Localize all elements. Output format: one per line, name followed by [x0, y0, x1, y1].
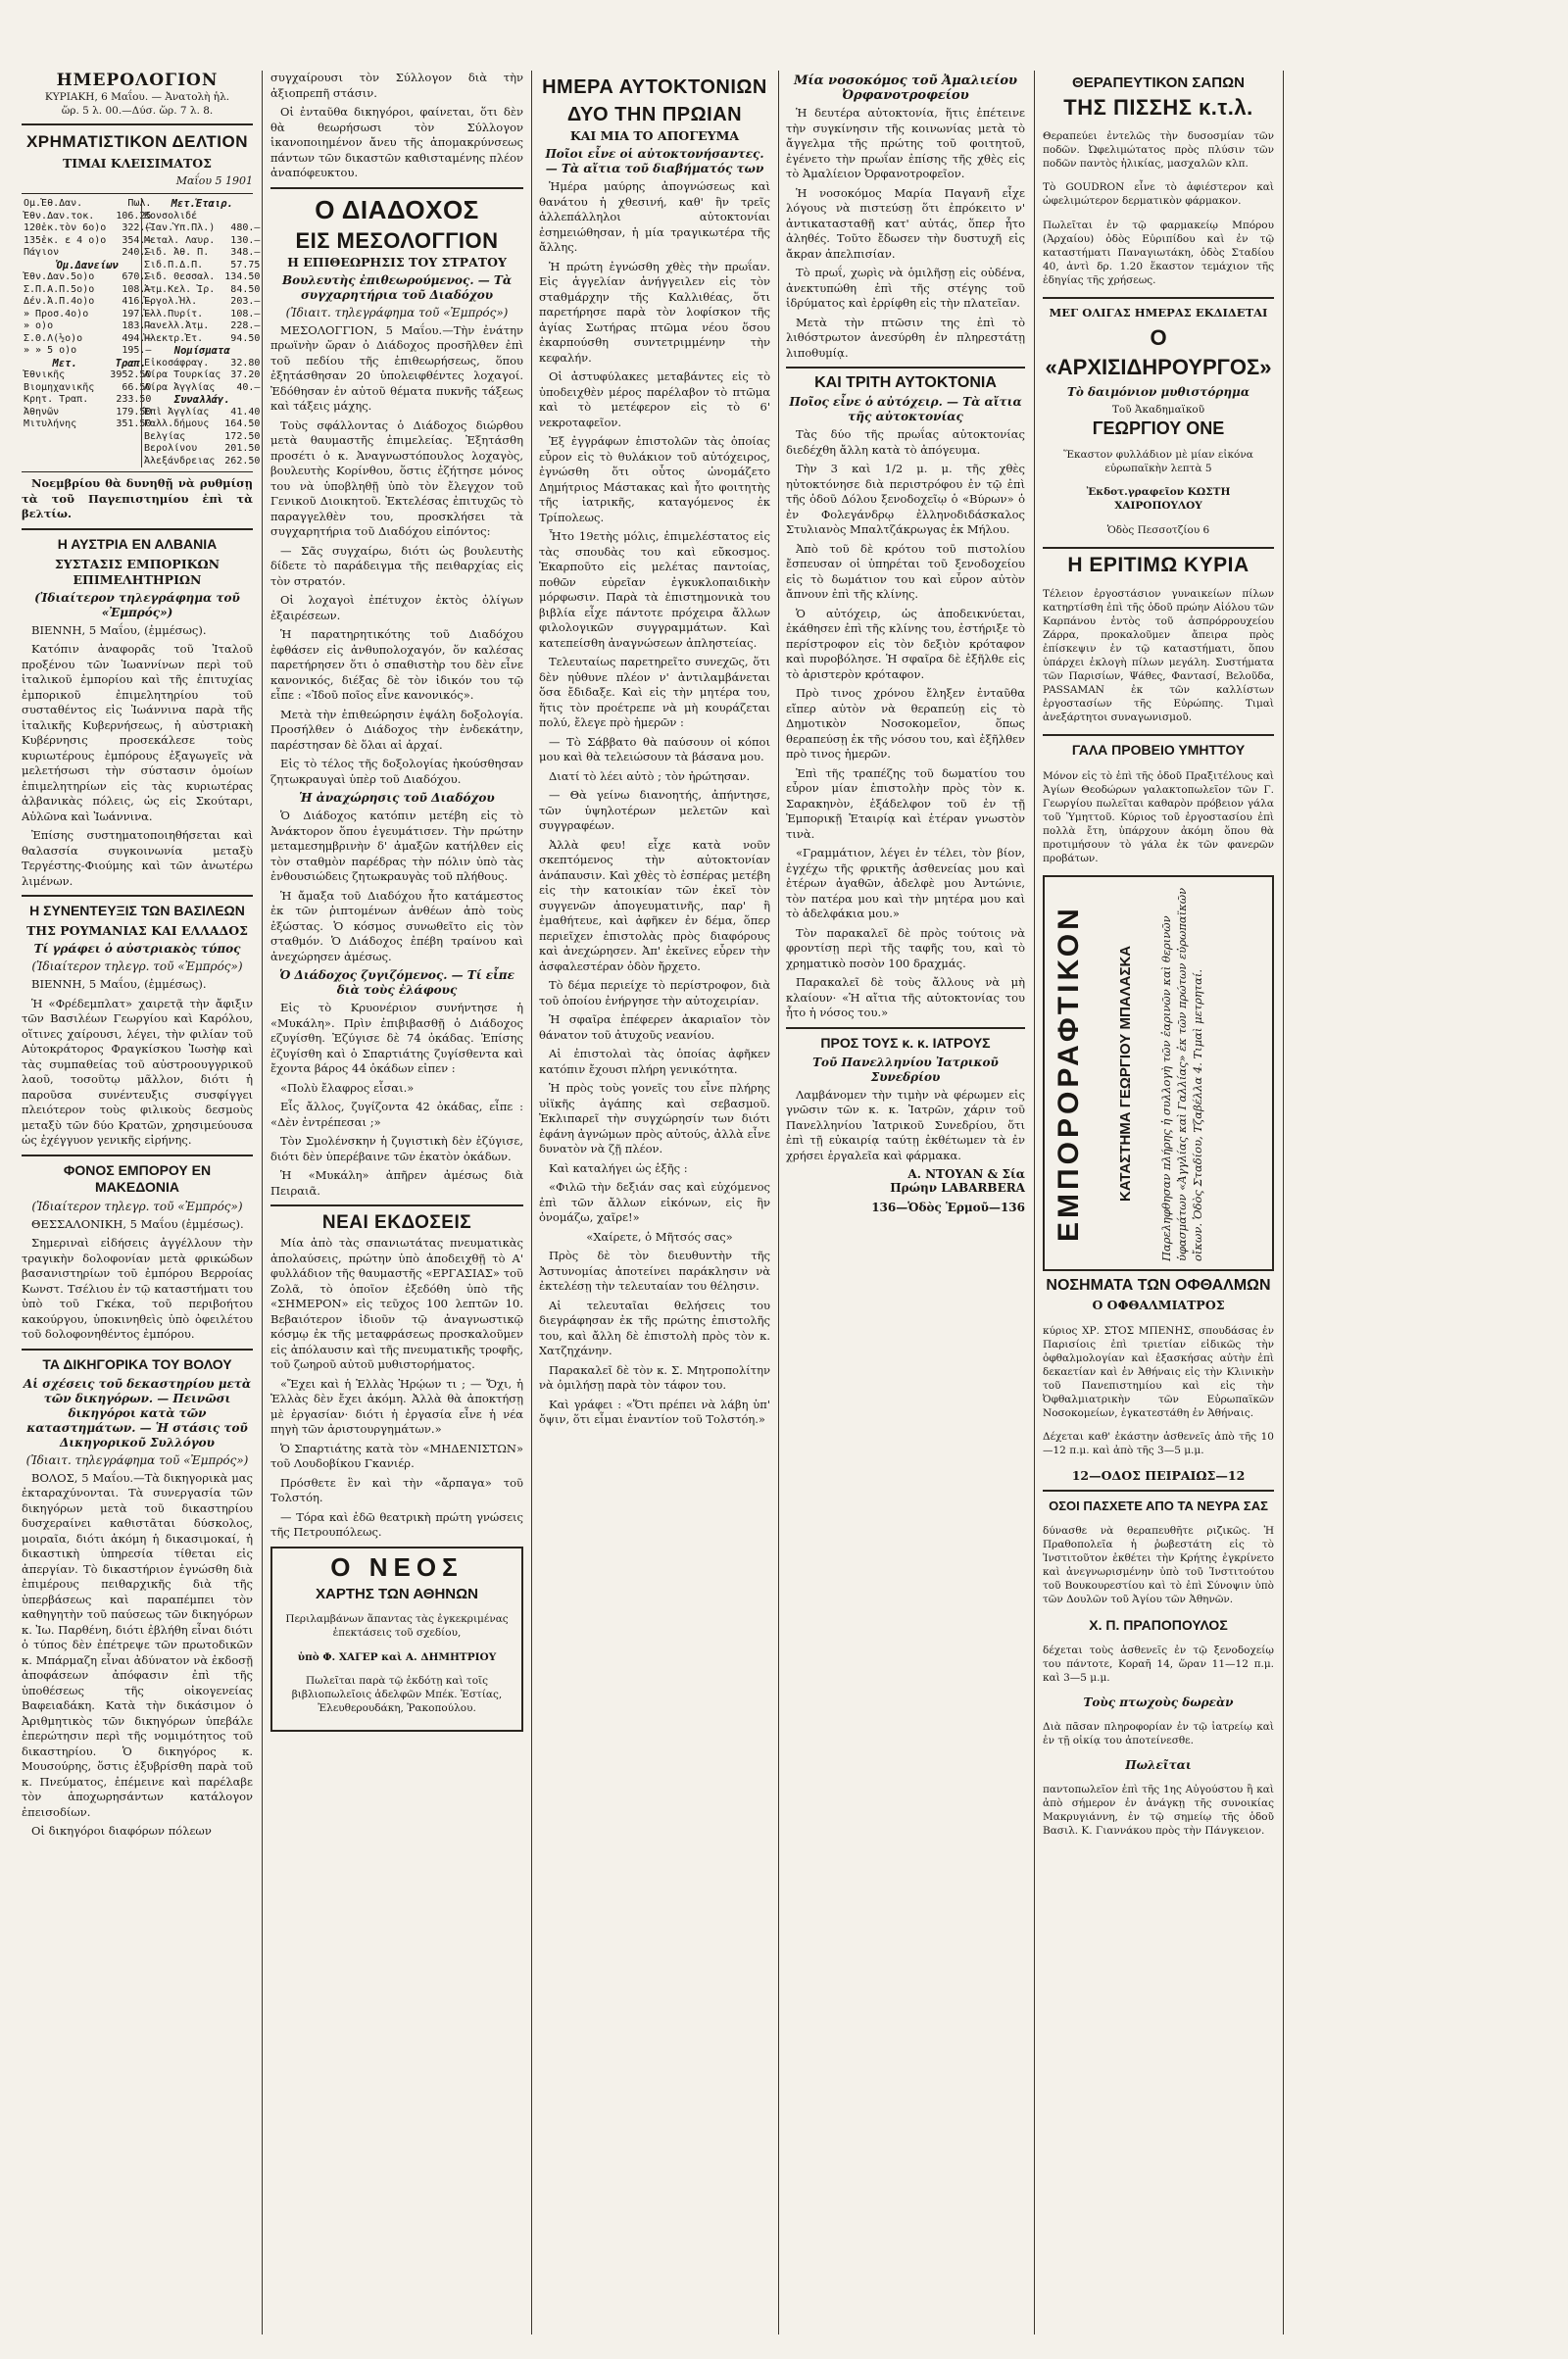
ad-text: Μόνον εἰς τὸ ἐπὶ τῆς ὁδοῦ Πραξιτέλους καὶ Ἀγίων Θεοδώρων γαλακτοπωλεῖον τῶν Γ. Γεωργίου πωλεῖται καθαρὸν πρόβειον γάλα τοῦ Ὑμηττοῦ. Κύριος τοῦ ἐργοστασίου ἐπὶ πολλὰ ἔτη, ὑπάρχουν ἀκόμη ὅπου θὰ προτιμήσουν τὸ γάλα ἐκ τῶν φανερῶν προβάτων. [1043, 769, 1274, 864]
cell: Κρητ. Τραπ. [24, 394, 89, 405]
ad-title: ΝΟΣΗΜΑΤΑ ΤΩΝ ΟΦΘΑΛΜΩΝ [1046, 1277, 1271, 1294]
cell: Μεταλ. Λαυρ. [144, 234, 216, 246]
cell: Βιομηχανικῆς [24, 381, 95, 393]
article-paragraph: Ἡ νοσοκόμος Μαρία Παγανῆ εἶχε λόγους νὰ πιστεύσῃ ὅτι ἐπρόκειτο ν' ἀντικατασταθῇ κατ' αὐτάς, ὅπερ ἦτο ἀληθές. Τοῦτο ἔδωσεν τὴν δυστυχῆ εἰς ἄκραν ἀπελπισίαν. [786, 185, 1025, 261]
article-paragraph: Ἀπὸ τοῦ δὲ κρότου τοῦ πιστολίου ἔσπευσαν οἱ ὑπηρέται τοῦ ξενοδοχείου εἰς τὸ δωμάτιον του καὶ εὗρον αὐτὸν ἄπνουν ἐπὶ τῆς κλίνης. [786, 541, 1025, 601]
article-paragraph: ΒΟΛΟΣ, 5 Μαΐου.—Τὰ δικηγορικὰ μας ἐκταραχύνονται. Τὰ συνεργασία τῶν δικηγόρων μετὰ τοῦ δικαστηρίου δυσχεραίνει καθιστᾶται δύσκολος, μοιραῖα, διότι ἀκόμη ἡ δικασιμοκαί, ἡ δικαστικὴ ὑπηρεσία τίθεται εἰς ἀπεργίαν. Τὸ δικαστήριον ἐγνώσθη διὰ ἐπιμέρους πειθαρχικῆς διὰ τῆς ὑπερβάσεως καὶ παραπέμπει τὸν καθηγητὴν τοῦ παύσεως τῶν δικηγόρων κ. Ἰω. Παρθένη, διότι ἐβλήθη εἶναι διότι ὁ τύπος δὲν ἐπέτρεψε τῶν πρωτοδικῶν κ. Μπάρμαζη εἶναι ἀδύνατον νὰ ἐκδοσῇ ἀποφάσεων ἀπόφασιν ἐπὶ τῆς ὑποθέσεως τῆς οἰκογενείας Βαφειαδάκη. Κατὰ τὴν δικάσιμον ὁ Ἀριθμητικὸς τῶν δικηγόρων ὑπεβάλε ἐπερώτησιν περὶ τῆς νομιμότητος τοῦ δικαστηρίου. Ὁ δικηγόρος κ. Μουσούρης, ὅστις ἐξυβρίσθη παρὰ τοῦ κ. Πνεύματος, ἐπέμεινε καὶ παρέλαβε τὸν ἀποχωρησάντων κατάλογον ἐπεισοδίων. [22, 1470, 253, 1819]
article-paragraph: «Γραμμάτιον, λέγει ἐν τέλει, τὸν βίον, ἐγχέχω τῆς φρικτῆς ἀσθενείας μου καὶ ἐτέρων ἀγαθῶν, ἀδελφὲ μου Ἀντώνιε, τὸν πατέρα μου καὶ τὴν μητέρα μου καὶ τὸ ἀδελφάκια μου.» [786, 846, 1025, 920]
market-left [22, 198, 152, 467]
article-paragraph: — Τὸ Σάββατο θὰ παύσουν οἱ κόποι μου καὶ θὰ τελειώσουν τὰ βάσανα μου. [539, 734, 770, 763]
cell: 262.50 [224, 455, 261, 467]
source-line: (Ἰδιαίτερον τηλεγρ. τοῦ «Ἐμπρός») [31, 959, 243, 973]
almanac-line: ΚΥΡΙΑΚΗ, 6 Μαΐου. — Ἀνατολὴ ἡλ. [44, 91, 230, 103]
article-paragraph: Αἱ ἐπιστολαὶ τὰς ὁποίας ἀφῆκεν κατόπιν ἔχουσι πλήρη γενικότητα. [539, 1047, 770, 1076]
article-paragraph: Τελευταίως παρετηρεῖτο συνεχῶς, ὅτι δὲν ηὐθυνε πλέον ν' ἀντιλαμβάνεται ὅσα ἔδιδαξε. Καὶ εἰς τὴν μητέρα του, ἥτις τὸν προέτρεπε νὰ μὴ κουράζεται πολύ, ἔλεγε πρὸ ἡμερῶν : [539, 655, 770, 729]
article-paragraph: «Πολὺ ἔλαφρος εἶσαι.» [280, 1080, 415, 1095]
cell: 172.50 [224, 430, 261, 442]
cell: Ἐθνικῆς [24, 369, 66, 380]
article-paragraph: Ἐπὶ τῆς τραπέζης τοῦ δωματίου του εὗρον μίαν ἐπιστολὴν πρὸς τὸν κ. Σαρακηνὸν, ἐξάδελφον τοῦ ἐν τῇ Ἐμπορικῇ Ἑταιρίᾳ καὶ ἑτέραν γνωστὸν τινὰ. [786, 765, 1025, 841]
ad-title: Χ. Π. ΠΡΑΠΟΠΟΥΛΟΣ [1089, 1616, 1228, 1633]
column-4 [786, 71, 1025, 2334]
ad-title: ΓΕΩΡΓΙΟΥ ΟΝΕ [1092, 418, 1225, 438]
vertical-advertisement [1043, 875, 1274, 1271]
article-paragraph: Ἡ παρατηρητικότης τοῦ Διαδόχου ἐφθάσεν εἰς ἀνθυπολοχαγόν, ὅν καλέσας παρετήρησεν ὅτι ὁ σπαθιστὴρ του δὲν εἶνε κανονικός, διέξας δὲ τὸν ἰδικόν του τῷ εἶπε : «Ἰδοῦ ποῖος εἶνε κανονικός». [270, 627, 523, 702]
cell: 94.50 [230, 332, 261, 344]
market-title: ΧΡΗΜΑΤΙΣΤΙΚΟΝ ΔΕΛΤΙΟΝ [25, 132, 249, 151]
column-2 [270, 71, 523, 2334]
ad-text: κύριος ΧΡ. ΣΤΟΣ ΜΠΕΝΗΣ, σπουδάσας ἐν Παρισίοις ἐπὶ τριετίαν εἰδικῶς τὴν ὀφθαλμολογίαν καὶ ἐξασκήσας αὐτὴν ἐπὶ δεκαετίαν καὶ ἐν Ἀθήναις εἰς τὴν Κλινικὴν τοῦ Πανεπιστημίου καὶ εἰς τὴν Ὀφθαλμιατρικὴν τῶν Εὐρωπαϊκῶν Νοσοκομείων, ἐγκατεστάθη ἐν Ἀθήναις. [1043, 1324, 1274, 1419]
cell: 183.— [122, 320, 152, 331]
cell: 670.— [122, 271, 152, 282]
article-paragraph: Εἷς ἄλλος, ζυγίζοντα 42 ὀκάδας, εἶπε : «Δὲν ἐντρέπεσαι ;» [270, 1100, 523, 1129]
ad-title: ΕΜΠΟΡΟΡΑΦΤΙΚΟΝ [1053, 905, 1085, 1242]
ad-subtitle [1117, 885, 1152, 1261]
article-paragraph: Εἰς τὸ τέλος τῆς δοξολογίας ἠκούσθησαν ζητωκραυγαὶ ὑπὲρ τοῦ Διαδόχου. [270, 757, 523, 786]
column-rule [778, 71, 779, 2334]
kicker: Ποῖοι εἶνε οἱ αὐτοκτονήσαντες. — Τὰ αἴτια τοῦ διαβήματός των [545, 147, 764, 175]
cell: Γαλλ.δήμους [144, 418, 210, 429]
ad-title: ΓΑΛΑ ΠΡΟΒΕΙΟ ΥΜΗΤΤΟΥ [1071, 742, 1246, 758]
article-paragraph: Πρὸς δὲ τὸν διευθυντὴν τῆς Ἀστυνομίας ἀποτείνει παράκλησιν νὰ ἐκτελέσῃ τὴν τελευταίαν του θέλησιν. [539, 1249, 770, 1293]
table-header: Ὁμ.Δανείων [56, 259, 119, 271]
ad-text: Ἐκδοτ.γραφεῖον ΚΩΣΤΗ ΧΑΙΡΟΠΟΥΛΟΥ [1086, 486, 1231, 512]
table-header: Πωλ. [127, 198, 152, 209]
headline: ΠΡΟΣ ΤΟΥΣ κ. κ. ΙΑΤΡΟΥΣ [820, 1034, 991, 1051]
subheadline: ΤΗΣ ΡΟΥΜΑΝΙΑΣ ΚΑΙ ΕΛΛΑΔΟΣ [25, 923, 249, 938]
subheadline: Η ΕΠΙΘΕΩΡΗΣΙΣ ΤΟΥ ΣΤΡΑΤΟΥ [287, 254, 507, 270]
article-paragraph: Ἐπίσης συστηματοποιηθήσεται καὶ θαλασσία συγκοινωνία μεταξὺ Τεργέστης-Φιούμης καὶ τῶν ἀνωτέρω λιμένων. [22, 828, 253, 888]
market-note: Νοεμβρίου θὰ δυνηθῇ νὰ ρυθμίσῃ τὰ τοῦ Παγεπιστημίου ἐπὶ τὰ βελτίω. [22, 476, 253, 520]
article-paragraph: «Ἔχει καὶ ἡ Ἑλλὰς Ἡρῴων τι ; — Ὄχι, ἡ Ἑλλὰς δὲν ἔχει ἀκόμη. Ἀλλὰ θὰ ἀποκτήσῃ μὲ ἐργασίαν· διότι ἡ ἐργασία εἶνε ἡ νέα πηγὴ τῶν ἀριστουργημάτων.» [270, 1376, 523, 1436]
cell: 322.— [122, 222, 152, 233]
article-paragraph: Ἐξ ἐγγράφων ἐπιστολῶν τὰς ὁποίας εὗρον εἰς τὸ θυλάκιον τοῦ αὐτόχειρος, ἐγνώσθη ὅτι οὗτος ὠνομάζετο Δημήτριος Μάστακας καὶ ἦτο φοιτητὴς τῆς ἰατρικῆς, καταγόμενος ἐκ Τρίπολεως. [539, 434, 770, 524]
subheadline: ΣΥΣΤΑΣΙΣ ΕΜΠΟΡΙΚΩΝ ΕΠΙΜΕΛΗΤΗΡΙΩΝ [54, 556, 220, 587]
cell: Πανελλ.Ἀτμ. [144, 320, 210, 331]
article-paragraph: Ἡ δευτέρα αὐτοκτονία, ἥτις ἐπέτεινε τὴν συγκίνησιν τῆς κοινωνίας μετὰ τὸ ἄγγελμα τῆς πρώτης τοῦ φοιτητοῦ, ἐγένετο τὴν πρωΐαν ἐπίσης τῆς χθὲς εἰς τὸ Ἀμαλίειον Ὀρφανοτροφεῖον. [786, 106, 1025, 180]
kicker: Αἱ σχέσεις τοῦ δεκαστηρίου μετὰ τῶν δικηγόρων. — Πεινῶσι δικηγόροι κατὰ τῶν καταστημάτων. — Ἡ στάσις τοῦ Δικηγορικοῦ Συλλόγου [23, 1376, 252, 1450]
cell: 348.— [230, 247, 261, 258]
ad-text: ὑπὸ Φ. ΧΑΓΕΡ καὶ Α. ΔΗΜΗΤΡΙΟΥ [297, 1650, 497, 1663]
market-subtitle: ΤΙΜΑΙ ΚΛΕΙΣΙΜΑΤΟΣ [62, 156, 213, 171]
cell: 203.— [230, 296, 261, 307]
article-paragraph: Ὁ Διάδοχος κατόπιν μετέβη εἰς τὸ Ἀνάκτορον ὅπου ἐγευμάτισεν. Τὴν πρώτην μεταμεσημβρινὴν δ' ἀμαξῶν κατήλθεν εἰς τὸν σταθμὸν παρέδρας τὴν πόλιν ὑπὸ τὰς ἐνθουσιώδεις ζητωκραυγὰς τοῦ πλήθους. [270, 809, 523, 883]
cell: Λίρα Τουρκίας [144, 369, 221, 380]
headline: ΔΥΟ ΤΗΝ ΠΡΩΙΑΝ [566, 104, 743, 125]
cell: 179.50 [116, 406, 152, 418]
cell: 201.50 [224, 443, 261, 454]
section-heading: Ὁ Διάδοχος ζυγιζόμενος. — Τί εἶπε διὰ τοὺς ἐλάφους [279, 968, 514, 997]
article-paragraph: ΜΕΣΟΛΟΓΓΙΟΝ, 5 Μαΐου.—Τὴν ἐνάτην πρωϊνὴν ὥραν ὁ Διάδοχος προσῆλθεν ἐπὶ τοῦ πεδίου τῆς ἐπιθεωρήσεως, ὅπου ἐξητάσθησαν 20 ὑπολειφθέντες λοχαγοί. Ἐδόθησαν ἐν αὐτοῦ θέματα πυκνῆς τάξεως καὶ τάξεις μάχης. [270, 322, 523, 413]
ad-text: Ὁδὸς Πεσσοτζίου 6 [1106, 523, 1210, 536]
cell: 120ἑκ.τὸν 6ο)ο [24, 222, 107, 233]
cell: (Ἰαν.Ὑπ.Πλ.) [144, 222, 216, 233]
cell: Σιδ. Ἀθ. Π. [144, 247, 210, 258]
article-paragraph: Εἰς τὸ Κρυονέριον συνήντησε ἡ «Μυκάλη». Πρὶν ἐπιβιβασθῇ ὁ Διάδοχος εζυγίσθη. Ἐζύγισε δὲ 74 ὀκάδας. Ἐπίσης ἐζυγίσθη καὶ ὁ Σπαρτιάτης ζυγίσθεντα καὶ ἔχοντα βάρος 44 ὀκάδων εἰπεν : [270, 1001, 523, 1075]
ad-subtitle: ΚΑΤΑΣΤΗΜΑ [1117, 1110, 1134, 1202]
market-right [141, 198, 261, 467]
headline: ΗΜΕΡΑ ΑΥΤΟΚΤΟΝΙΩΝ [542, 76, 767, 98]
ad-text: δύνασθε νὰ θεραπευθῆτε ριζικῶς. Ἡ Πραθοπολεῖα ἡ ῥωβεστάτη εἰς τὸ Ἰνστιτοῦτον ἐκθέτει τὴν Κρήτης ἐγκρίνετο καὶ ἀνεγνωρισμένην ὑπὸ τοῦ Ἰνστιτούτου τοῦ Βουκουρεστίου καὶ τὸ ἐπὶ Σύνοψιν ὑπὸ τῶν Δουλῶν τοῦ Ἀγίου τῶν Ἀθηνῶν. [1043, 1525, 1274, 1605]
table-header: Ομ.Ἐθ.Δαν. [24, 198, 83, 209]
article-paragraph: Μετὰ τὴν πτῶσιν της ἐπὶ τὸ λιθόστρωτον ἀνεσύρθη ἐν πληρεστάτῃ λιποθυμίᾳ. [786, 315, 1025, 360]
ad-address: 12—ΟΔΟΣ ΠΕΙΡΑΙΩΣ—12 [1071, 1467, 1246, 1483]
ad-title: Η ΕΡΙΤΙΜΩ ΚΥΡΙΑ [1067, 554, 1250, 576]
headline: ΝΕΑΙ ΕΚΔΟΣΕΙΣ [321, 1212, 472, 1233]
cell: 57.75 [230, 259, 261, 270]
dateline: ΒΙΕΝΝΗ, 5 Μαΐου, (ἐμμέσως). [31, 977, 207, 991]
headline: Ο ΔΙΑΔΟΧΟΣ [315, 194, 479, 224]
article-paragraph: Παρακαλεῖ δὲ τοὺς ἄλλους νὰ μὴ κλαίουν· «Ἡ αἴτια τῆς αὐτοκτονίας του ἦτο ἡ νόσος του.» [786, 975, 1025, 1019]
signature: Α. ΝΤΟΥΑΝ & Σία [907, 1167, 1025, 1181]
ad-title: Ο ΝΕΟΣ [330, 1551, 464, 1582]
cell: 66.50 [122, 381, 152, 393]
source-line: (Ἰδιαιτ. τηλεγράφημα τοῦ «Ἐμπρός») [285, 305, 509, 319]
ad-title: Τοὺς πτωχοὺς δωρεὰν [1083, 1695, 1234, 1709]
article-paragraph: — Σᾶς συγχαίρω, διότι ὡς βουλευτὴς δίδετε τὸ παράδειγμα τῆς πειθαρχίας εἰς τὸν στρατόν. [270, 543, 523, 588]
column-1 [22, 71, 261, 2334]
cell: Δέν.Ἀ.Π.4ο)ο [24, 296, 95, 307]
headline: ΤΑ ΔΙΚΗΓΟΡΙΚΑ ΤΟΥ ΒΟΛΟΥ [42, 1355, 232, 1372]
advertisement [270, 1547, 523, 1732]
article-paragraph: Ἡ πρὸς τοὺς γονεῖς του εἶνε πλήρης υἱϊκῆς ἀγάπης καὶ σεβασμοῦ. Ἐκλιπαρεῖ τὴν συγχώρησίν των διότι ἐφάνη ἀγνώμων πρὸς αὐτούς, ἀλλὰ εἶνε δυνατὸν νὰ ζῇ πλέον. [539, 1081, 770, 1155]
article-paragraph: «Χαίρετε, ὁ Μῆτσός σας» [586, 1229, 733, 1244]
ad-text: Παρεληφθησαν πλήρης ἡ συλλογὴ τῶν ἐαρινῶν καὶ θερινῶν ὑφασμάτων «Ἀγγλίας καὶ Γαλλίας» ἐκ τῶν πρώτων εὐρωπαϊκῶν οἴκων. Ὁδὸς Σταδίου, Τζαβέλλα 4. Τιμαὶ μετρηταί. [1159, 887, 1204, 1261]
article-paragraph: Πρὸ τινος χρόνου ἔληξεν ἐνταῦθα εἴπερ αὐτὸν νὰ θεραπεύῃ εἰς τὸ Δημοτικὸν Νοσοκομεῖον, ὅπως θεραπεύσῃ ἐκ τῆς νόσου του, καὶ ἐξῆλθεν πρὸ τινος ἡμερῶν. [786, 686, 1025, 761]
cell: 40.— [236, 381, 261, 393]
ad-subtitle: Ο ΟΦΘΑΛΜΙΑΤΡΟΣ [1092, 1298, 1225, 1312]
cell: Ἠλεκτρ.Ἐτ. [144, 332, 204, 344]
ad-subtitle: ΓΕΩΡΓΙΟΥ ΜΠΑΛΑΣΚΑ [1117, 945, 1134, 1107]
cell: 354.— [122, 234, 152, 246]
cell: » » 5 ο)ο [24, 345, 77, 356]
column-3 [539, 71, 770, 2334]
article-paragraph: Ἦτο 19ετὴς μόλις, ἐπιμελέστατος εἰς τὰς σπουδὰς του καὶ εὔκοσμος. Ἐκαρποῦτο εἰς μελέτας παντοίας, ποθῶν εὐρεῖαν ἐγκυκλοπαιδικὴν μόρφωσιν. Παρὰ τὰ ἐπιστημονικὰ του βιβλία εἶχε πάντοτε πρόχειρα ἄλλων φιλολογικῶν συγγραμμάτων. Καὶ κατεπείσθη ἀναγνώσεων ἀπληστείας. [539, 529, 770, 650]
ad-title: ΤΗΣ ΠΙΣΣΗΣ κ.τ.λ. [1063, 95, 1253, 120]
headline: ΚΑΙ ΤΡΙΤΗ ΑΥΤΟΚΤΟΝΙΑ [814, 374, 997, 391]
dateline: ΘΕΣΣΑΛΟΝΙΚΗ, 5 Μαΐου (ἐμμέσως). [31, 1216, 244, 1231]
ad-text: Τέλειον ἐργοστάσιον γυναικείων πίλων κατηρτίσθη ἐπὶ τῆς ὁδοῦ πρώην Αἰόλου τῶν Καρπάνου ἐντὸς τοῦ ἀσπρόρρουχείου Ζάρρα, προκαλοῦμεν ἄπειρα πρὸς ἐπίσκεψιν ἐν τῷ καταστήματι, ὅπου ὑπάρχει ἐκλογὴ πίλων μεγάλη. Συστήματα τῶν Παρισίων, Ψάθες, Φαντασί, Βελοῦδα, PASSAMAN ἐκ τῶν καλλίστων ἐργοστασίων τῆς Εὐρώπης. Τιμαὶ ἀνεξάρτητοι συναγωνισμοῦ. [1043, 587, 1274, 723]
subheadline: Τοῦ Πανελληνίου Ἰατρικοῦ Συνεδρίου [812, 1055, 999, 1084]
cell: Μιτυλήνης [24, 418, 77, 429]
cell: 195.— [122, 345, 152, 356]
article-paragraph: Ὁ Σπαρτιάτης κατὰ τὸν «ΜΗΔΕΝΙΣΤΩΝ» τοῦ Λουδοβίκου Γκανιέρ. [270, 1441, 523, 1470]
cell: » ο)ο [24, 320, 54, 331]
headline: Η ΑΥΣΤΡΙΑ ΕΝ ΑΛΒΑΝΙΑ [57, 535, 218, 552]
cell: » Προσ.4ο)ο [24, 308, 89, 319]
cell: 41.40 [230, 406, 261, 418]
article-paragraph: Καὶ γράφει : «Ὅτι πρέπει νὰ λάβη ὑπ' ὄψιν, ὅτι εἶμαι ἐναντίον τοῦ Τολστόη.» [539, 1397, 770, 1426]
article-paragraph: Τὸν Σμολένσκην ἡ ζυγιστικὴ δὲν ἐζύγισε, διότι δὲν ὑπερέβαινε τῶν ἑκατὸν ὀκάδων. [270, 1134, 523, 1163]
article-paragraph: Ἡ «Φρέδεμπλατ» χαιρετᾷ τὴν ἄφιξιν τῶν Βασιλέων Γεωργίου καὶ Καρόλου, οἵτινες χαίρουσι, λέγει, τὴν φιλίαν τοῦ Αὐτοκράτορος Φραγκίσκου Ἰωσὴφ καὶ τὰς συμπαθείας τοῦ αὐστροουγγρικοῦ λαοῦ, τοσοῦτῳ μᾶλλον, διότι ἡ παροῦσα συνέντευξις συσφίγγει πλειότερον τοὺς φιλικοὺς δεσμοὺς μεταξὺ τῶν δύο Κρατῶν, χρησιμεύουσα ὡς ἐχέγγυον γενικῆς εἰρήνης. [22, 996, 253, 1147]
cell: Ἐθν.Δαν.5ο)ο [24, 271, 95, 282]
ad-text: Περιλαμβάνων ἅπαντας τὰς ἐγκεκριμένας ἐπεκτάσεις τοῦ σχεδίου, [285, 1613, 509, 1639]
ad-text: δέχεται τοὺς ἀσθενεῖς ἐν τῷ ξενοδοχείῳ του πάντοτε, Κοραῆ 14, ὥραν 11—12 π.μ. καὶ 3—5 μ.μ. [1043, 1645, 1274, 1684]
article-paragraph: Ἡ ἄμαξα τοῦ Διαδόχου ἦτο κατάμεστος ἐκ τῶν ῥιπτομένων ἀνθέων ἀπὸ τοὺς ἐξώστας. Ὁ κόσμος συνωθεῖτο εἰς τὸν σταθμόν. Ὁ Διάδοχος ἐπέβη τραίνου καὶ ἀνεχώρησεν ἀμέσως. [270, 888, 523, 963]
ad-text: Δέχεται καθ' ἑκάστην ἀσθενεῖς ἀπὸ τῆς 10—12 π.μ. καὶ ἀπὸ τῆς 3—5 μ.μ. [1043, 1431, 1274, 1456]
cell: 108.— [230, 308, 261, 319]
ad-text: Τὸ δαιμόνιον μυθιστόρημα [1066, 385, 1250, 399]
headline: Η ΣΥΝΕΝΤΕΥΞΙΣ ΤΩΝ ΒΑΣΙΛΕΩΝ [29, 903, 245, 918]
cell: 228.— [230, 320, 261, 331]
article-paragraph: Οἱ ἐνταῦθα δικηγόροι, φαίνεται, ὅτι δὲν θὰ θεωρήσωσι τὸν Σύλλογον ἱκανοποιημένον ἄνευ τῆς ἀπομακρύνσεως πάντων τῶν δικαστῶν καθισταμένης πλέον ἀναπόφευκτου. [270, 105, 523, 179]
cell: 130.— [230, 234, 261, 246]
article-paragraph: Τὸ πρωΐ, χωρὶς νὰ ὁμιλῆσῃ εἰς οὐδένα, ἀνεκτυπώθη ἐπὶ τῆς στέγης τοῦ ἱδρύματος καὶ ἐρρίφθη εἰς τὴν πλατεῖαν. [786, 266, 1025, 310]
cell: Ἀλεξάνδρειας [144, 455, 216, 467]
section-heading: Μία νοσοκόμος τοῦ Ἀμαλιείου Ὀρφανοτροφείου [793, 74, 1018, 103]
ad-title: Ο «ΑΡΧΙΣΙΔΗΡΟΥΡΓΟΣ» [1045, 325, 1272, 379]
article-paragraph: Οἱ δικηγόροι διαφόρων πόλεων [31, 1824, 212, 1838]
article-paragraph: — Τόρα καὶ ἐδῶ θεατρικὴ πρώτη γνώσεις τῆς Πετρουπόλεως. [270, 1509, 523, 1539]
article-paragraph: Αἱ τελευταῖαι θελήσεις του διεγράφησαν ἐκ τῆς πρώτης ἐπιστολῆς του, καὶ ἄλλη δὲ ἐπιστολὴ πρὸς τὸν κ. Χατζηχάνην. [539, 1298, 770, 1357]
cell: 37.20 [230, 369, 261, 380]
ad-title: ΘΕΡΑΠΕΥΤΙΚΟΝ ΣΑΠΩΝ [1072, 74, 1245, 91]
cell: 84.50 [230, 283, 261, 295]
section-heading: Ἡ ἀναχώρησις τοῦ Διαδόχου [299, 791, 495, 805]
cell: Ἐργολ.Ἠλ. [144, 296, 198, 307]
cell: Κονσολιδέ [144, 210, 198, 221]
cell: Σ.Π.Α.Π.5ο)ο [24, 283, 95, 295]
column-6 [1292, 71, 1546, 2334]
article-paragraph: Ἡ «Μυκάλη» ἀπῆρεν ἀμέσως διὰ Πειραιᾶ. [270, 1168, 523, 1198]
ad-text: Πωλεῖται παρὰ τῷ ἐκδότῃ καὶ τοῖς βιβλιοπωλεῖοις ἀδελφῶν Μπέκ. Ἐστίας, Ἐλευθερουδάκη, Ῥακοπούλου. [291, 1675, 503, 1714]
cell: Σ.Θ.Λ(½ο)ο [24, 332, 83, 344]
article-paragraph: Σημεριναὶ εἰδήσεις ἀγγέλλουν τὴν τραγικὴν δολοφονίαν μετὰ φρικώδων βασανιστηρίων τοῦ ἐμπόρου Βερροίας Κωνστ. Τσέλιου ἐν τῷ καταστήματι του ὑπὸ τοῦ Γκέκα, τοῦ περιβοήτου κακούργου, ὑποκινηθεὶς ὑπὸ ὀφειλέτου τοῦ δολοφονηθέντος ἐμπόρου. [22, 1236, 253, 1341]
article-paragraph: Ἀλλὰ φευ! εἶχε κατὰ νοῦν σκεπτόμενος τὴν αὐτοκτονίαν ἀνάπαυσιν. Καὶ χθὲς τὸ ἑσπέρας μετέβη εἰς τὴν κατοικίαν τῶν ἐκεῖ τὸν συγγενῶν ἀπογευματινῆς, παρ' ἣ ἐμαθήτευε, καὶ ἀφῆκεν ἐν δέμα, ὅπερ περιεῖχεν ἐπιστολὰς πρὸς διαφόρους καὶ ἀνεχώρησεν. Ἀπ' ἐκεῖνες εὗρεν τὴν ἀσφαλεστέραν ὁδὸν ἤρχετο. [539, 837, 770, 973]
article-paragraph: Ἡμέρα μαύρης ἀπογνώσεως καὶ θανάτου ἡ χθεσινή, καθ' ἣν τρεῖς ἀλλεπάλληλοι αὐτοκτονίαι ἐσημειώθησαν, ἡ μία τραγικωτέρα τῆς ἄλλης. [539, 179, 770, 254]
ad-text: Τὸ GOUDRON εἶνε τὸ ἀφιέστερον καὶ ὠφελιμώτερον δερματικὸν φάρμακον. [1043, 181, 1274, 207]
cell [222, 211, 262, 223]
subheadline: ΚΑΙ ΜΙΑ ΤΟ ΑΠΟΓΕΥΜΑ [569, 128, 740, 143]
kicker: Τί γράφει ὁ αὐστριακὸς τύπος [33, 942, 241, 956]
source-line: (Ἰδιαίτερον τηλεγράφημα τοῦ «Ἐμπρός») [34, 590, 240, 619]
article-paragraph: Λαμβάνομεν τὴν τιμὴν νὰ φέρωμεν εἰς γνῶσιν τῶν κ. κ. Ἰατρῶν, χάριν τοῦ Πανελληνίου Ἰατρικοῦ Συνεδρίου, ὅτι ἐπὶ τῇ εὐκαιρίᾳ ταύτῃ ἐκθέτωμεν τὰ ἐν χρήσει ἐργαλεῖα καὶ φάρμακα. [786, 1087, 1025, 1162]
article-paragraph: Ἡ πρώτη ἐγνώσθη χθὲς τὴν πρωΐαν. Εἰς ἀγγελίαν ἀνήγγειλεν εἰς τὸν σταθμάρχην τῆς Καλλιθέας, ὅτι παρετήρησε παρὰ τὸν λοφίσκον τῆς ἀγίας Σωτήρας πτῶμα νέου ὅσου ἐκαρπούσθη συντετριμμένην τὴν κεφαλήν. [539, 259, 770, 365]
cell: 135ἑκ. ε 4 ο)ο [24, 234, 107, 246]
article-paragraph: Παρακαλεῖ δὲ τὸν κ. Σ. Μητροπολίτην νὰ ὁμιλήσῃ παρὰ τὸν τάφον του. [539, 1362, 770, 1392]
signature: Πρώην LABARBERA [890, 1181, 1025, 1195]
cell: 480.— [230, 222, 261, 233]
article-paragraph: «Φιλῶ τὴν δεξιάν σας καὶ εὐχόμενος ἐπὶ τῶν ἄλλων εἰκόνων, εἰς ἣν ὀνομάζω, χαῖρε!» [539, 1180, 770, 1224]
article-paragraph: Τὴν 3 καὶ 1/2 μ. μ. τῆς χθὲς ηὐτοκτόνησε διὰ περιστρόφου ἐν τῷ ἐπὶ τῆς ὁδοῦ Δόλου ξενοδοχεῖῳ ὁ «Βύρων» ὁ ἐν Φολεγάνδρῳ ἐλληνοδιδάσκαλος Στυλιανὸς Μπαλτζάκρωγας ἐκ Μήλου. [786, 462, 1025, 536]
table-header: Τραπ. [115, 357, 147, 369]
cell: 240.— [122, 247, 152, 258]
market-date: Μαΐου 5 1901 [175, 174, 253, 187]
almanac-line: ὥρ. 5 λ. 00.—Δύσ. ὥρ. 7 λ. 8. [61, 105, 214, 117]
table-header: Συναλλάγ. [173, 394, 230, 406]
cell: 3952.50 [110, 369, 152, 380]
cell: 164.50 [224, 418, 261, 429]
article-paragraph: Ὁ αὐτόχειρ, ὡς ἀποδεικνύεται, ἐκάθησεν ἐπὶ τῆς κλίνης του, ἐστήριξε τὸ περίστροφον εἰς τὸν δεξιὸν κρόταφον καὶ πυροβόλησε. Ἡ σφαῖρα δὲ ἐξῆλθε εἰς τὸ ἀριστερὸν κρόταφον. [786, 606, 1025, 681]
bonds-table [22, 198, 153, 431]
market-table [22, 198, 261, 467]
cell: Ἐλλ.Πυρίτ. [144, 308, 204, 319]
kicker: Ποῖος εἶνε ὁ αὐτόχειρ. — Τὰ αἴτια τῆς αὐτοκτονίας [789, 395, 1022, 423]
article-paragraph: Τοὺς σφάλλοντας ὁ Διάδοχος διώρθου μετὰ θαυμαστῆς ἐπιμελείας. Ἐξητάσθη προσέτι ὁ κ. Ἀναγνωστόπουλος λοχαγὸς, βουλευτὴς Κορίνθου, ὅστις ἐζήτησε μόνος του νὰ ὑποβληθῇ ὑπὸ τὸν ἔλεγχον τοῦ Γενικοῦ Διοικητοῦ. Ἐκτελέσας ἐπιτυχῶς τὸ παραγγελθὲν του, προσκλήσει τὰ συγχαρητήρια τοῦ Διαδόχου εἰπόντος: [270, 418, 523, 538]
table-header: Μετ.Ἑταιρ. [171, 198, 233, 210]
dateline: ΒΙΕΝΝΗ, 5 Μαΐου, (ἐμμέσως). [31, 622, 207, 637]
cell: Πάγιον [24, 247, 60, 258]
cell: Ἀτμ.Κελ. Ἰρ. [144, 283, 216, 295]
cell: 32.80 [230, 357, 261, 369]
cell: Βερολίνου [144, 443, 198, 454]
source-line: (Ἰδιαίτερον τηλεγρ. τοῦ «Ἐμπρός») [31, 1199, 243, 1213]
almanac-title: ΗΜΕΡΟΛΟΓΙΟΝ [56, 71, 219, 90]
ad-text: Ἕκαστον φυλλάδιον μὲ μίαν εἰκόνα εὐρωπαϊκὴν λεπτὰ 5 [1063, 448, 1253, 474]
cell: Βελγίας [144, 430, 186, 442]
column-5 [1043, 71, 1274, 2334]
ad-text: Πωλεῖται ἐν τῷ φαρμακείῳ Μπόρου (Ἀρχαίου) ὁδὸς Εὐριπίδου καὶ ἐν τῷ καταστήματι Παναγιωτάκη, ὁδὸς Σταδίου 40, ἀντὶ δρ. 1.20 ἕκαστον τεμάχιον τῆς ἐδηγίας τῆς χρήσεως. [1043, 219, 1274, 286]
article-paragraph: Κατόπιν ἀναφορᾶς τοῦ Ἰταλοῦ προξένου τῶν Ἰωαννίνων περὶ τοῦ ἰταλικοῦ ἐμπορίου καὶ τῆς ἐπιτυχίας ἐμπορικοῦ ἐπιμελητηρίου τοῦ συσταθέντος εἰς Ἰωάννινα παρὰ τῆς ἰταλικῆς Κυβερνήσεως, ἡ αὐστριακὴ Κυβέρνησις προσεκάλεσε τοὺς κυριωτέρους ἐμπόρους ἐξαγωγεῖς νὰ μελετήσωσι τὴν σύστασιν ὁμοίων ἐπιμελητηρίων εἰς τὰς κυριωτέρας ἀλβανικὰς πόλεις, ὡς εἰς Σκούταρι, Αὐλῶνα καὶ Ἰωάννινα. [22, 642, 253, 823]
cell: Ἐπὶ Ἀγγλίας [144, 406, 210, 418]
article-paragraph: Μία ἀπὸ τὰς σπανιωτάτας πνευματικὰς ἀπολαύσεις, πρώτην ὑπὸ ἀποδειχθῇ τὸ Α' φυλλάδιον τῆς θαυμαστῆς «ΕΡΓΑΣΙΑΣ» τοῦ Ζολᾶ, τὸ ὁποῖον ἐξεδόθη ὑπὸ τῆς «ΣΗΜΕΡΟΝ» εἰς τεῦχος 100 λεπτῶν 10. Βεβαιότερον ἰδιοῦν τῷ ἀναγνωστικῷ κόσμῳ ἐκ τῆς μεταφράσεως προσκαλοῦμεν εἰς ἀπόλαυσιν καὶ τῆς πνευματικῆς τροφῆς, τοῦ ζωηροῦ αὐτοῦ μυθιστορήματος. [270, 1236, 523, 1371]
cell: Εἰκοσάφραγ. [144, 357, 210, 369]
article-paragraph: Πρόσθετε ἓν καὶ τὴν «ἄρπαγα» τοῦ Τολστόη. [270, 1475, 523, 1504]
article-paragraph: Τὸ δέμα περιείχε τὸ περίστροφον, διὰ τοῦ ὁποίου ἐνήργησε τὴν αὐτοχειρίαν. [539, 978, 770, 1007]
ad-subtitle: ΧΑΡΤΗΣ ΤΩΝ ΑΘΗΝΩΝ [316, 1585, 478, 1602]
column-rule [1034, 71, 1035, 2334]
column-rule [531, 71, 532, 2334]
article-paragraph: — Θὰ γείνω διανοητής, ἀπήντησε, τῶν ὑψηλοτέρων μελετῶν καὶ συγγραφέων. [539, 788, 770, 832]
cell: 233.50 [116, 394, 152, 405]
ad-text: Θεραπεύει ἐντελῶς τὴν δυσοσμίαν τῶν ποδῶν. Ὠφελιμώτατος πρὸς πλύσιν τῶν ποδῶν παντὸς ἡλικίας, μασχαλῶν κλπ. [1043, 129, 1274, 170]
cell: 351.50 [116, 418, 152, 429]
cell: 494.— [122, 332, 152, 344]
newspaper-page [22, 71, 1550, 2334]
cell: Σιδ. Θεσσαλ. [144, 271, 216, 282]
article-paragraph: Μετὰ τὴν ἐπιθεώρησιν ἐψάλη δοξολογία. Προσήλθεν ὁ Διάδοχος τὴν ἐνδεκάτην, παρέστησαν δὲ ὅλαι αἱ ἀρχαί. [270, 707, 523, 752]
article-paragraph: Ἡ σφαῖρα ἐπέφερεν ἀκαριαῖον τὸν θάνατον τοῦ ἀτυχοῦς νεανίου. [539, 1012, 770, 1042]
cell: 134.50 [224, 271, 261, 282]
ad-title: Πωλεῖται [1125, 1757, 1192, 1772]
kicker: Βουλευτὴς ἐπιθεωρούμενος. — Τὰ συγχαρητήρια τοῦ Διαδόχου [281, 272, 513, 302]
ad-text: Διὰ πᾶσαν πληροφορίαν ἐν τῷ ἰατρείῳ καὶ ἐν τῇ οἰκίᾳ του ἀποτείνεσθε. [1043, 1721, 1274, 1746]
table-header: Νομίσματα [173, 345, 230, 357]
address: 136—Ὁδὸς Ἑρμοῦ—136 [871, 1201, 1025, 1214]
column-rule [1283, 71, 1284, 2334]
cell: Λίρα Ἀγγλίας [144, 381, 216, 393]
source-line: (Ἰδιαιτ. τηλεγράφημα τοῦ «Ἐμπρός») [25, 1452, 249, 1467]
cell: 106.25 [116, 210, 152, 221]
article-paragraph: Τὸν παρακαλεῖ δὲ πρὸς τούτοις νὰ φροντίσῃ περὶ τῆς ταφῆς του, καὶ τὸ χρηματικὸ ποσὸν 100 δραχμάς. [786, 925, 1025, 970]
article-paragraph: Διατί τὸ λέει αὐτὸ ; τὸν ἠρώτησαν. [549, 768, 751, 783]
cell: Ἐθν.Δαν.τοκ. [24, 210, 95, 221]
cell: 416.— [122, 296, 152, 307]
article-paragraph: Καὶ καταλήγει ὡς ἑξῆς : [549, 1160, 688, 1175]
cell: Σιδ.Π.Δ.Π. [144, 259, 204, 270]
cell: 108.— [122, 283, 152, 295]
ad-text: Τοῦ Ἀκαδημαϊκοῦ [1111, 404, 1205, 416]
cell: Ἀθηνῶν [24, 406, 60, 418]
shares-table [142, 198, 262, 467]
ad-title: ΜΕΓ ΟΛΙΓΑΣ ΗΜΕΡΑΣ ΕΚΔΙΔΕΤΑΙ [1049, 306, 1268, 319]
ad-title: ΟΣΟΙ ΠΑΣΧΕΤΕ ΑΠΟ ΤΑ ΝΕΥΡΑ ΣΑΣ [1049, 1498, 1268, 1513]
cell: 197.— [122, 308, 152, 319]
article-paragraph: Οἱ ἀστυφύλακες μεταβάντες εἰς τὸ ὑποδειχθὲν μέρος παρέλαβον τὸ πτῶμα καὶ τὸ μετέφερον εἰς τὸ 6' νεκροταφεῖον. [539, 369, 770, 429]
headline: ΕΙΣ ΜΕΣΟΛΟΓΓΙΟΝ [295, 227, 499, 253]
headline: ΦΟΝΟΣ ΕΜΠΟΡΟΥ ΕΝ ΜΑΚΕΔΟΝΙΑ [63, 1161, 212, 1195]
article-paragraph: Τὰς δύο τῆς πρωΐας αὐτοκτονίας διεδέχθη ἄλλη κατὰ τὸ ἀπόγευμα. [786, 427, 1025, 457]
table-header: Μετ. [52, 357, 77, 369]
article-paragraph: Οἱ λοχαγοὶ ἐπέτυχον ἐκτὸς ὀλίγων ἐξαιρέσεων. [270, 593, 523, 622]
article-paragraph: συγχαίρουσι τὸν Σύλλογον διὰ τὴν ἀξιοπρεπῆ στάσιν. [270, 71, 523, 100]
ad-text: παντοπωλεῖον ἐπὶ τῆς 1ης Αὐγούστου ἢ καὶ ἀπὸ σήμερον ἐν ἀνάγκῃ τῆς συνοικίας Μακρυγιάννη, ἐν τῷ σημείῳ τῆς ὁδοῦ Βασιλ. Κ. Γιαννάκου πρὸς τὴν Πάνγκειον. [1043, 1784, 1274, 1837]
